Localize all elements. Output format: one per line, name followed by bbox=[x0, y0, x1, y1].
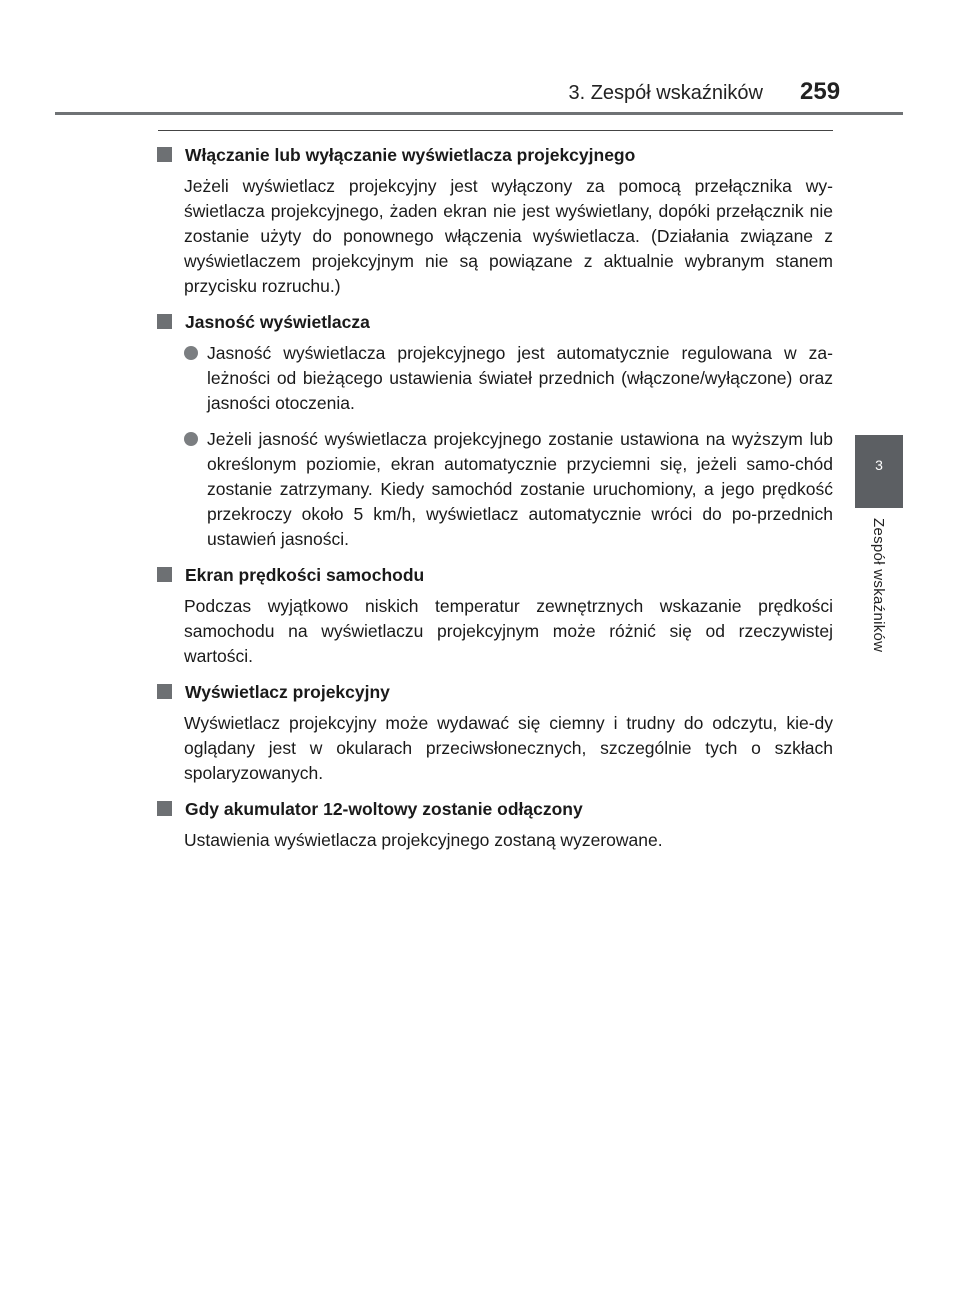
chapter-tab bbox=[855, 435, 903, 508]
bullet-item bbox=[157, 427, 833, 552]
section-paragraph: Podczas wyjątkowo niskich temperatur zewnętrznych wskazanie prędkości samochodu na wyświetlaczu projekcyjnym może różnić się od rzeczywistej wartości. bbox=[184, 596, 833, 666]
section-heading-text: Gdy akumulator 12-woltowy zostanie odłączony bbox=[185, 799, 583, 819]
section-heading-text: Ekran prędkości samochodu bbox=[185, 565, 425, 585]
page-content bbox=[157, 143, 833, 864]
section-heading-text: Wyświetlacz projekcyjny bbox=[185, 682, 390, 702]
section-heading bbox=[157, 563, 833, 588]
circle-bullet-icon bbox=[184, 432, 198, 446]
circle-bullet-icon bbox=[184, 346, 198, 360]
section-head-up-display bbox=[157, 680, 833, 786]
section-heading bbox=[157, 680, 833, 705]
section-paragraph: Ustawienia wyświetlacza projekcyjnego zostaną wyzerowane. bbox=[184, 830, 663, 850]
header-rule bbox=[55, 112, 903, 115]
section-display-brightness bbox=[157, 310, 833, 552]
chapter-tab-number: 3 bbox=[875, 457, 883, 473]
chapter-side-label: Zespół wskaźników bbox=[870, 518, 887, 653]
section-heading-text: Włączanie lub wyłączanie wyświetlacza projekcyjnego bbox=[185, 145, 636, 165]
chapter-title: 3. Zespół wskaźników bbox=[568, 82, 763, 104]
square-bullet-icon bbox=[157, 567, 172, 582]
square-bullet-icon bbox=[157, 684, 172, 699]
content-rule bbox=[158, 130, 833, 131]
section-heading bbox=[157, 143, 833, 168]
section-paragraph: Wyświetlacz projekcyjny może wydawać się ciemny i trudny do odczytu, kie-dy oglądany jest w okularach przeciwsłonecznych, szczególnie tych o szkłach spolaryzowanych. bbox=[184, 713, 833, 783]
bullet-item bbox=[157, 341, 833, 416]
section-paragraph: Jeżeli wyświetlacz projekcyjny jest wyłączony za pomocą przełącznika wy-świetlacza projekcyjnego, żaden ekran nie jest wyświetlany, dopóki przełącznik nie zostanie użyty do ponownego włączenia wyświetlacza. (Działania związane z wyświetlaczem projekcyjnym nie są powiązane z aktualnie wybranym stanem przycisku rozruchu.) bbox=[184, 176, 833, 296]
section-speed-display bbox=[157, 563, 833, 669]
page-number: 259 bbox=[800, 78, 841, 105]
square-bullet-icon bbox=[157, 147, 172, 162]
square-bullet-icon bbox=[157, 801, 172, 816]
bullet-text: Jeżeli jasność wyświetlacza projekcyjnego zostanie ustawiona na wyższym lub określonym poziomie, ekran automatycznie przyciemni się, jeżeli samo-chód zostanie zatrzymany. Kiedy samochód zostanie uruchomiony, a jego prędkość przekroczy około 5 km/h, wyświetlacz automatycznie wróci do po-przednich ustawień jasności. bbox=[207, 429, 833, 549]
section-heading-text: Jasność wyświetlacza bbox=[185, 312, 370, 332]
section-heading bbox=[157, 310, 833, 335]
section-heading bbox=[157, 797, 833, 822]
bullet-text: Jasność wyświetlacza projekcyjnego jest automatycznie regulowana w za-leżności od bieżącego ustawienia świateł przednich (włączone/wyłączone) oraz jasności otoczenia. bbox=[207, 343, 833, 413]
section-battery-disconnect bbox=[157, 797, 833, 853]
section-projector-on-off bbox=[157, 143, 833, 299]
square-bullet-icon bbox=[157, 314, 172, 329]
